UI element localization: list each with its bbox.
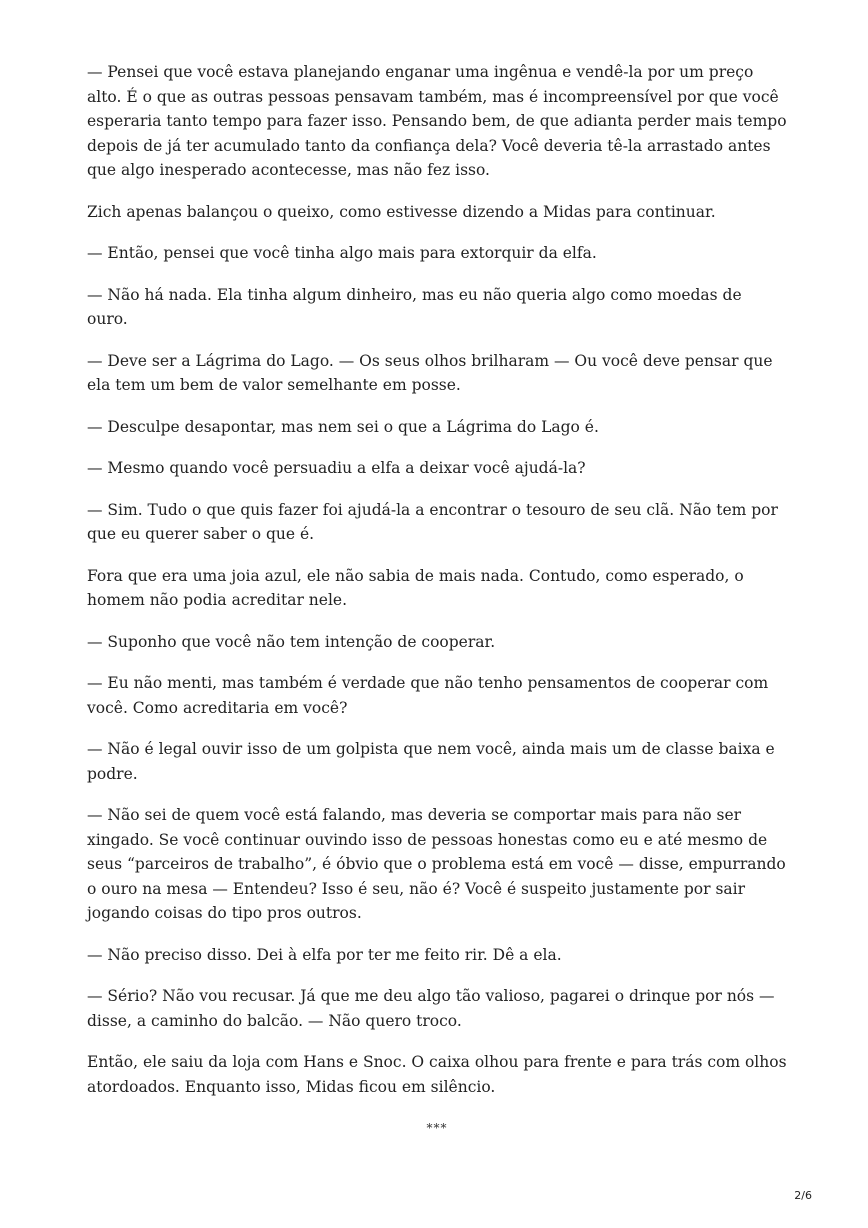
paragraph: — Sério? Não vou recusar. Já que me deu algo tão valioso, pagarei o drinque por nós — disse, a caminho do balcão. — Não quero troco. [87, 987, 775, 1030]
paragraph: — Não é legal ouvir isso de um golpista que nem você, ainda mais um de classe baixa e podre. [87, 740, 775, 783]
paragraph: Então, ele saiu da loja com Hans e Snoc. O caixa olhou para frente e para trás com olhos atordoados. Enquanto isso, Midas ficou em silêncio. [87, 1053, 787, 1096]
paragraph: — Não sei de quem você está falando, mas deveria se comportar mais para não ser xingado. Se você continuar ouvindo isso de pessoas honestas como eu e até mesmo de seus “parceiros de trabalho”, é óbvio que o problema está em você — disse, empurrando o ouro na mesa — Entendeu? Isso é seu, não é? Você é suspeito justamente por sair jogando coisas do tipo pros outros. [87, 806, 786, 922]
paragraph: Zich apenas balançou o queixo, como estivesse dizendo a Midas para continuar. [87, 202, 716, 221]
paragraph: — Deve ser a Lágrima do Lago. — Os seus olhos brilharam — Ou você deve pensar que ela tem um bem de valor semelhante em posse. [87, 351, 773, 394]
paragraph: — Não há nada. Ela tinha algum dinheiro, mas eu não queria algo como moedas de ouro. [87, 285, 742, 328]
document-body [87, 60, 787, 1141]
page-number: 2/6 [794, 1189, 812, 1202]
paragraph: — Então, pensei que você tinha algo mais para extorquir da elfa. [87, 244, 597, 262]
paragraph: — Suponho que você não tem intenção de cooperar. [87, 632, 496, 651]
paragraph: — Pensei que você estava planejando enganar uma ingênua e vendê-la por um preço alto. É o que as outras pessoas pensavam também, mas é incompreensível por que você esperaria tanto tempo para fazer isso. Pensando bem, de que adianta perder mais tempo depois de já ter acumulado tanto da confiança dela? Você deveria tê-la arrastado antes que algo inesperado acontecesse, mas não fez isso. [87, 63, 787, 179]
paragraph: — Eu não menti, mas também é verdade que não tenho pensamentos de cooperar com você. Como acreditaria em você? [87, 674, 769, 717]
paragraph: — Sim. Tudo o que quis fazer foi ajudá-la a encontrar o tesouro de seu clã. Não tem por que eu querer saber o que é. [87, 500, 778, 543]
paragraph: — Desculpe desapontar, mas nem sei o que a Lágrima do Lago é. [87, 417, 599, 436]
paragraph: Fora que era uma joia azul, ele não sabia de mais nada. Contudo, como esperado, o homem não podia acreditar nele. [87, 566, 744, 609]
paragraph: — Mesmo quando você persuadiu a elfa a deixar você ajudá-la? [87, 459, 586, 477]
paragraph: — Não preciso disso. Dei à elfa por ter me feito rir. Dê a ela. [87, 945, 562, 964]
section-separator: *** [426, 1121, 448, 1135]
